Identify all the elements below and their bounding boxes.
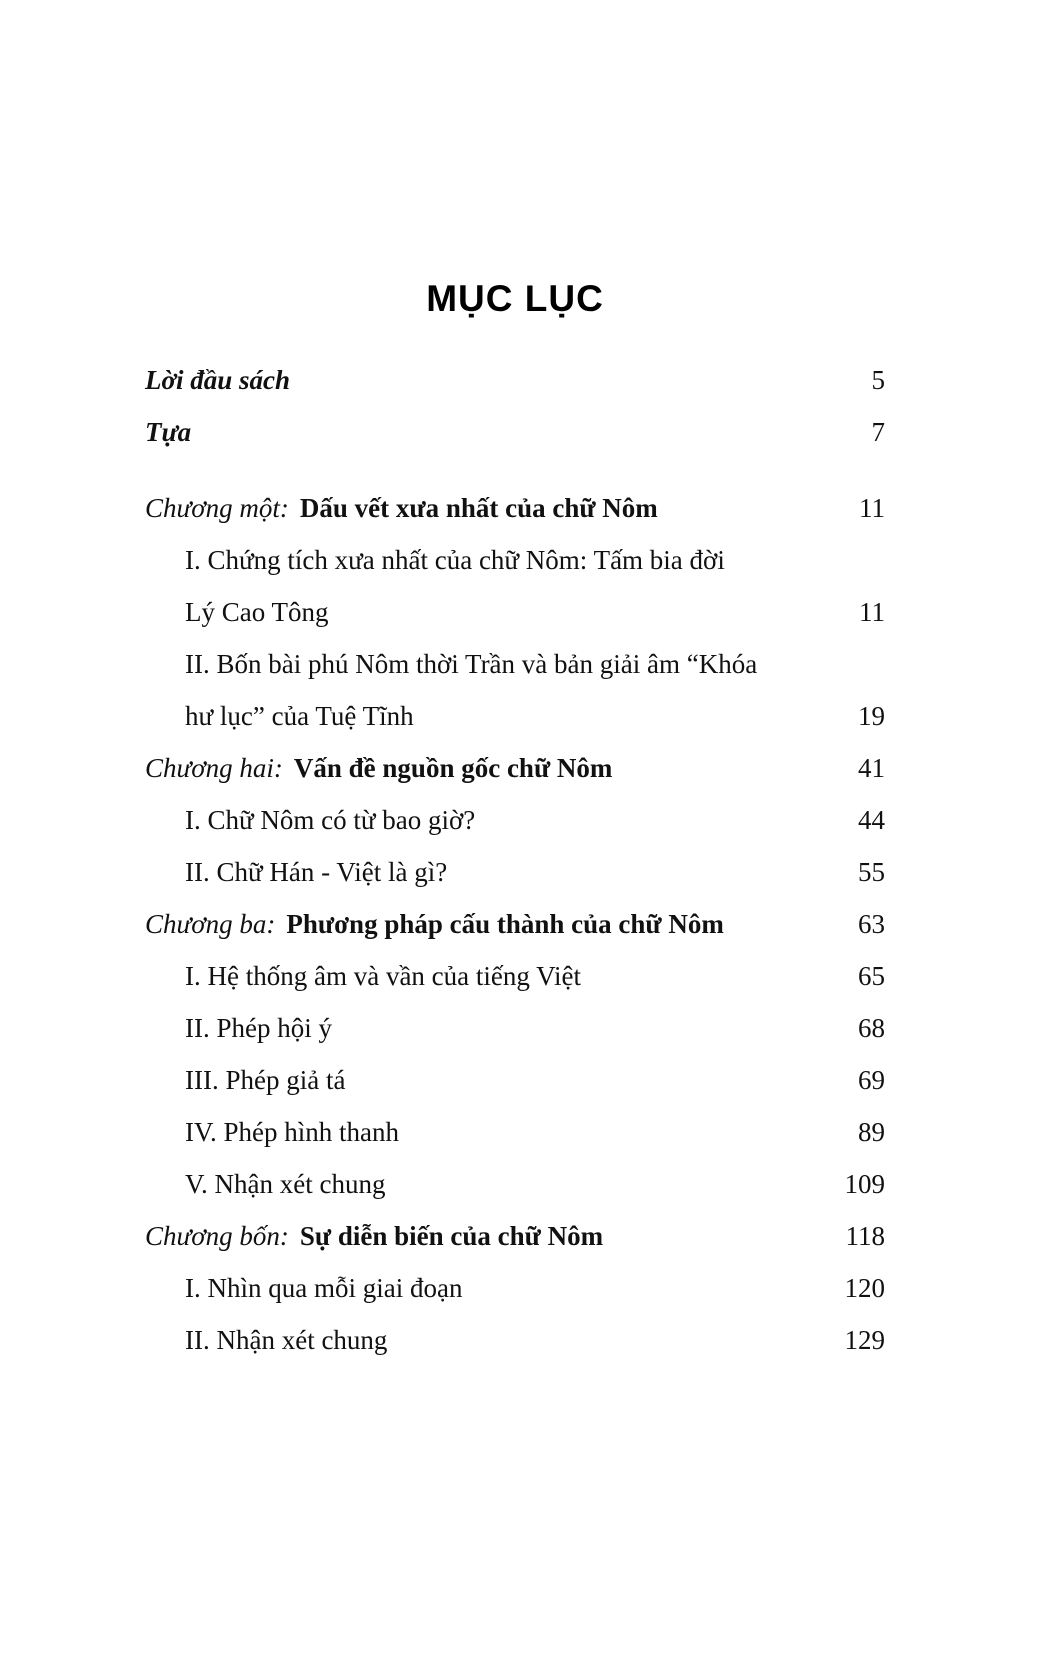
toc-section-label: I. Chứng tích xưa nhất của chữ Nôm: Tấm bia đời	[185, 545, 725, 575]
toc-section	[145, 648, 885, 681]
toc-entry-page: 44	[858, 805, 885, 835]
toc-entry-page: 120	[844, 1273, 885, 1303]
toc-entry-page: 55	[858, 857, 885, 887]
chapter-title: Vấn đề nguồn gốc chữ Nôm	[293, 753, 613, 783]
toc-entry-page: 63	[858, 909, 885, 939]
toc-section-label: Lý Cao Tông	[185, 597, 329, 627]
chapter-title: Sự diễn biến của chữ Nôm	[299, 1221, 604, 1251]
toc-chapter	[145, 908, 885, 941]
toc-section	[145, 1168, 885, 1201]
toc-section-label: IV. Phép hình thanh	[185, 1117, 399, 1147]
toc-section-label: I. Chữ Nôm có từ bao giờ?	[185, 805, 476, 835]
toc-entry-page: 109	[844, 1169, 885, 1199]
toc-entry	[145, 364, 885, 397]
toc-section-continuation	[145, 700, 885, 733]
toc-section	[145, 804, 885, 837]
toc-chapter	[145, 1220, 885, 1253]
toc-entry-page: 129	[844, 1325, 885, 1355]
toc-section-label: II. Nhận xét chung	[185, 1325, 388, 1355]
toc-section-label: hư lục” của Tuệ Tĩnh	[185, 701, 414, 731]
chapter-prefix: Chương hai:	[145, 753, 283, 783]
toc-section-label: III. Phép giả tá	[185, 1065, 346, 1095]
toc-section-label: I. Nhìn qua mỗi giai đoạn	[185, 1273, 463, 1303]
toc-section	[145, 544, 885, 577]
toc-section-label: II. Chữ Hán - Việt là gì?	[185, 857, 448, 887]
toc-chapter-label	[145, 492, 658, 525]
toc-section	[145, 960, 885, 993]
toc-section-label: II. Phép hội ý	[185, 1013, 332, 1043]
toc-entry-page: 69	[858, 1065, 885, 1095]
toc-entry-label: Lời đầu sách	[145, 365, 291, 395]
toc-entry-page: 89	[858, 1117, 885, 1147]
toc-entry-label: Tựa	[145, 417, 192, 447]
toc-entry-page: 11	[859, 597, 885, 627]
toc-section-label: V. Nhận xét chung	[185, 1169, 386, 1199]
toc-section	[145, 1272, 885, 1305]
toc-content	[145, 278, 885, 1376]
toc-entry-page: 11	[859, 493, 885, 523]
toc-chapter-label	[145, 752, 612, 785]
toc-section	[145, 1324, 885, 1357]
chapter-title: Dấu vết xưa nhất của chữ Nôm	[299, 493, 658, 523]
toc-section-label: I. Hệ thống âm và vần của tiếng Việt	[185, 961, 582, 991]
toc-chapter	[145, 492, 885, 525]
toc-entry-page: 68	[858, 1013, 885, 1043]
toc-chapter-label	[145, 1220, 603, 1253]
toc-section	[145, 1116, 885, 1149]
toc-chapter-label	[145, 908, 724, 941]
toc-entry-page: 7	[871, 417, 885, 447]
toc-chapter	[145, 752, 885, 785]
toc-entry-page: 19	[858, 701, 885, 731]
toc-entry	[145, 416, 885, 449]
chapter-title: Phương pháp cấu thành của chữ Nôm	[286, 909, 724, 939]
page-title: MỤC LỤC	[426, 278, 604, 319]
toc-section	[145, 1012, 885, 1045]
chapter-prefix: Chương bốn:	[145, 1221, 289, 1251]
toc-section	[145, 1064, 885, 1097]
toc-entry-page: 5	[871, 365, 885, 395]
toc-entry-page: 118	[845, 1221, 885, 1251]
chapter-prefix: Chương một:	[145, 493, 289, 523]
toc-entry-page: 41	[858, 753, 885, 783]
toc-section	[145, 856, 885, 889]
chapter-prefix: Chương ba:	[145, 909, 276, 939]
toc-section-continuation	[145, 596, 885, 629]
toc-section-label: II. Bốn bài phú Nôm thời Trần và bản giải âm “Khóa	[185, 649, 758, 679]
toc-entry-page: 65	[858, 961, 885, 991]
